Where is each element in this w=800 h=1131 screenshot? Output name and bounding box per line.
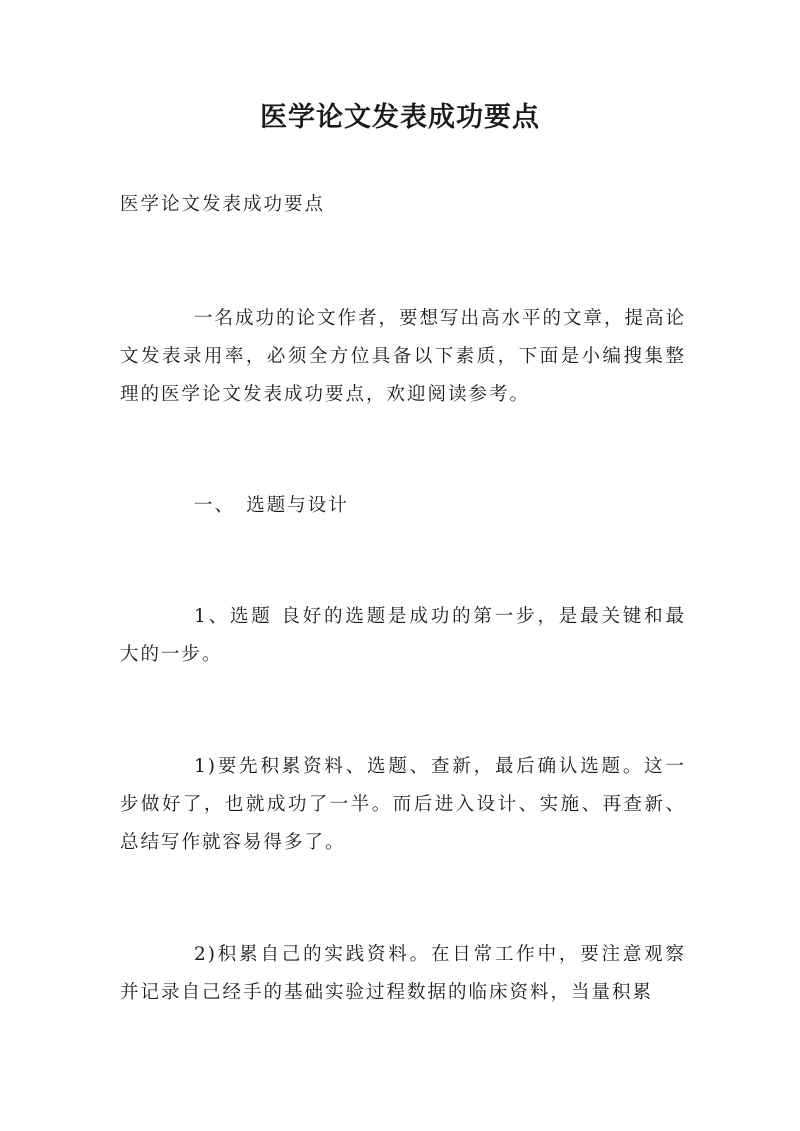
body-paragraph-item-1: 1、选题 良好的选题是成功的第一步，是最关键和最大的一步。 (120, 606, 686, 665)
body-paragraph-item-1-2: 2)积累自己的实践资料。在日常工作中，要注意观察并记录自己经手的基础实验过程数据的临床资料，当量积累 (120, 944, 686, 1003)
intro-paragraph: 一名成功的论文作者，要想写出高水平的文章，提高论文发表录用率，必须全方位具备以下素质，下面是小编搜集整理的医学论文发表成功要点，欢迎阅读参考。 (120, 308, 687, 405)
document-title: 医学论文发表成功要点 (260, 102, 540, 133)
document-subtitle: 医学论文发表成功要点 (120, 194, 326, 215)
section-heading: 一、 选题与设计 (194, 495, 349, 516)
body-paragraph-item-1-1: 1)要先积累资料、选题、查新，最后确认选题。这一步做好了，也就成功了一半。而后进入设计、实施、再查新、总结写作就容易得多了。 (120, 756, 686, 853)
